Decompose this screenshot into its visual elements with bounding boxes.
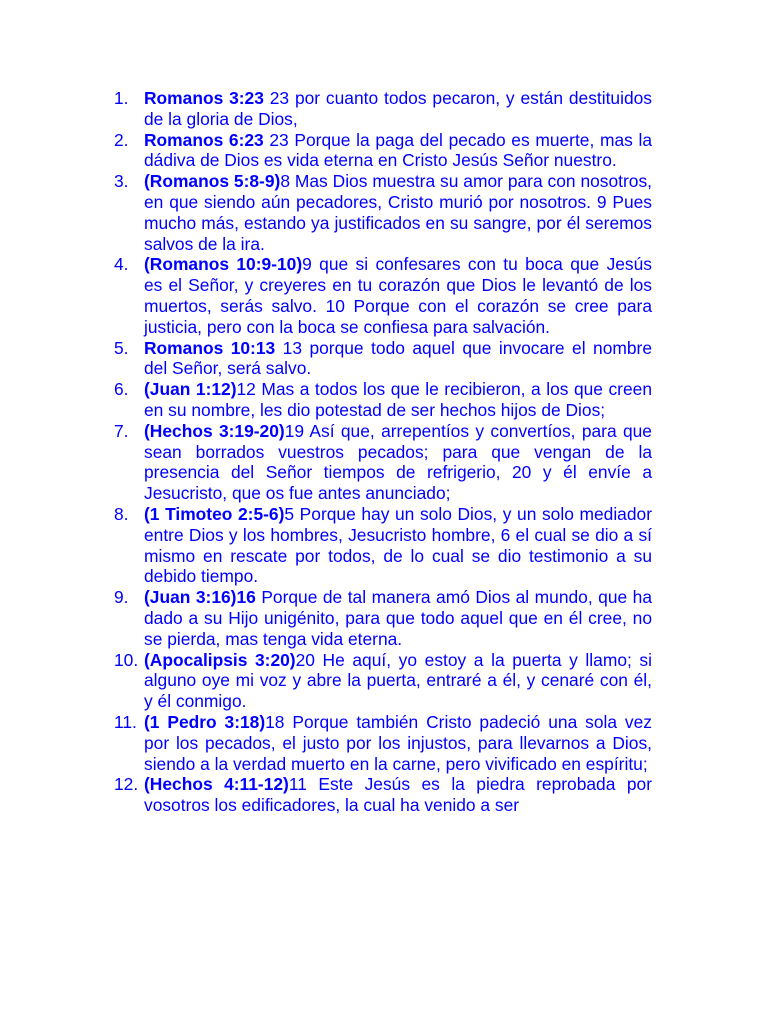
list-item-number: 10.: [114, 649, 139, 670]
verse-reference: (Hechos 4:11-12): [144, 774, 289, 795]
list-item-number: 7.: [114, 420, 129, 441]
verse-text: 20 He aquí, yo estoy a la puerta y llamo; si alguno oye mi voz y abre la puerta, entraré a él, y cenaré con él, y él conmigo.: [144, 649, 652, 712]
verse-reference: Romanos 10:13: [144, 337, 276, 358]
list-item-number: 5.: [114, 337, 129, 358]
list-item: [114, 587, 653, 649]
list-item: [114, 129, 653, 172]
verse-text: 18 Porque también Cristo padeció una sola vez por los pecados, el justo por los injustos, para llevarnos a Dios, siendo a la verdad muerto en la carne, pero vivificado en espíritu;: [144, 711, 652, 774]
list-item-number: 4.: [114, 254, 129, 275]
list-item: [114, 774, 652, 816]
verse-text: 23 Porque la paga del pecado es muerte, mas la dádiva de Dios es vida eterna en Cristo Jesús Señor nuestro.: [144, 129, 653, 171]
verse-reference: Romanos 3:23: [144, 88, 264, 108]
list-item-number: 6.: [114, 379, 129, 400]
list-item-number: 12.: [114, 774, 139, 795]
verse-text: 23 por cuanto todos pecaron, y están destituidos de la gloria de Dios,: [144, 88, 653, 129]
verse-reference: (1 Pedro 3:18): [144, 711, 266, 732]
verse-text: 19 Así que, arrepentíos y convertíos, para que sean borrados vuestros pecados; para que vengan de la presencia del Señor tiempos de refrigerio, 20 y él envíe a Jesucristo, que os fue antes anunciado;: [144, 420, 652, 504]
verse-text: 13 porque todo aquel que invocare el nombre del Señor, será salvo.: [144, 337, 653, 379]
verse-reference: (Romanos 10:9-10): [144, 254, 303, 275]
verse-text: 5 Porque hay un solo Dios, y un solo mediador entre Dios y los hombres, Jesucristo hombre, 6 el cual se dio a sí mismo en rescate por todos, de lo cual se dio testimonio a su debido tiempo.: [144, 503, 652, 587]
list-item: [114, 337, 653, 380]
list-item-number: 8.: [114, 503, 129, 524]
verse-text: 12 Mas a todos los que le recibieron, a los que creen en su nombre, les dio potestad de ser hechos hijos de Dios;: [144, 379, 652, 420]
verse-reference: (Romanos 5:8-9): [144, 171, 281, 192]
verse-reference: (1 Timoteo 2:5-6): [144, 503, 285, 524]
list-item-number: 9.: [114, 587, 129, 608]
list-item-number: 2.: [114, 129, 129, 150]
verse-reference: Romanos 6:23: [144, 129, 264, 150]
list-item: [114, 503, 652, 587]
list-item-number: 11.: [114, 711, 137, 732]
list-item-number: 1.: [114, 88, 129, 108]
verse-reference: (Hechos 3:19-20): [144, 420, 285, 441]
verse-list: [114, 88, 653, 816]
list-item: [114, 171, 652, 254]
verse-text: 9 que si confesares con tu boca que Jesús es el Señor, y creyeres en tu corazón que Dios le levantó de los muertos, serás salvo. 10 Porque con el corazón se cree para justicia, pero con la boca se confiesa para salvación.: [144, 254, 652, 337]
verse-text: 11 Este Jesús es la piedra reprobada por vosotros los edificadores, la cual ha venido a ser: [144, 774, 652, 816]
list-item: [114, 649, 652, 712]
verse-text: Porque de tal manera amó Dios al mundo, que ha dado a su Hijo unigénito, para que todo aquel que en él cree, no se pierda, mas tenga vida eterna.: [144, 587, 653, 649]
list-item: [114, 379, 652, 421]
verse-text: 8 Mas Dios muestra su amor para con nosotros, en que siendo aún pecadores, Cristo murió por nosotros. 9 Pues mucho más, estando ya justificados en su sangre, por él seremos salvos de la ira.: [144, 171, 652, 254]
list-item: [114, 420, 652, 504]
list-item: [114, 254, 652, 337]
verse-reference: (Apocalipsis 3:20): [144, 649, 296, 670]
verse-reference: (Juan 3:16)16: [144, 587, 256, 608]
list-item-number: 3.: [114, 171, 129, 192]
list-item: [114, 88, 653, 130]
verse-reference: (Juan 1:12): [144, 379, 237, 400]
list-item: [114, 711, 652, 774]
